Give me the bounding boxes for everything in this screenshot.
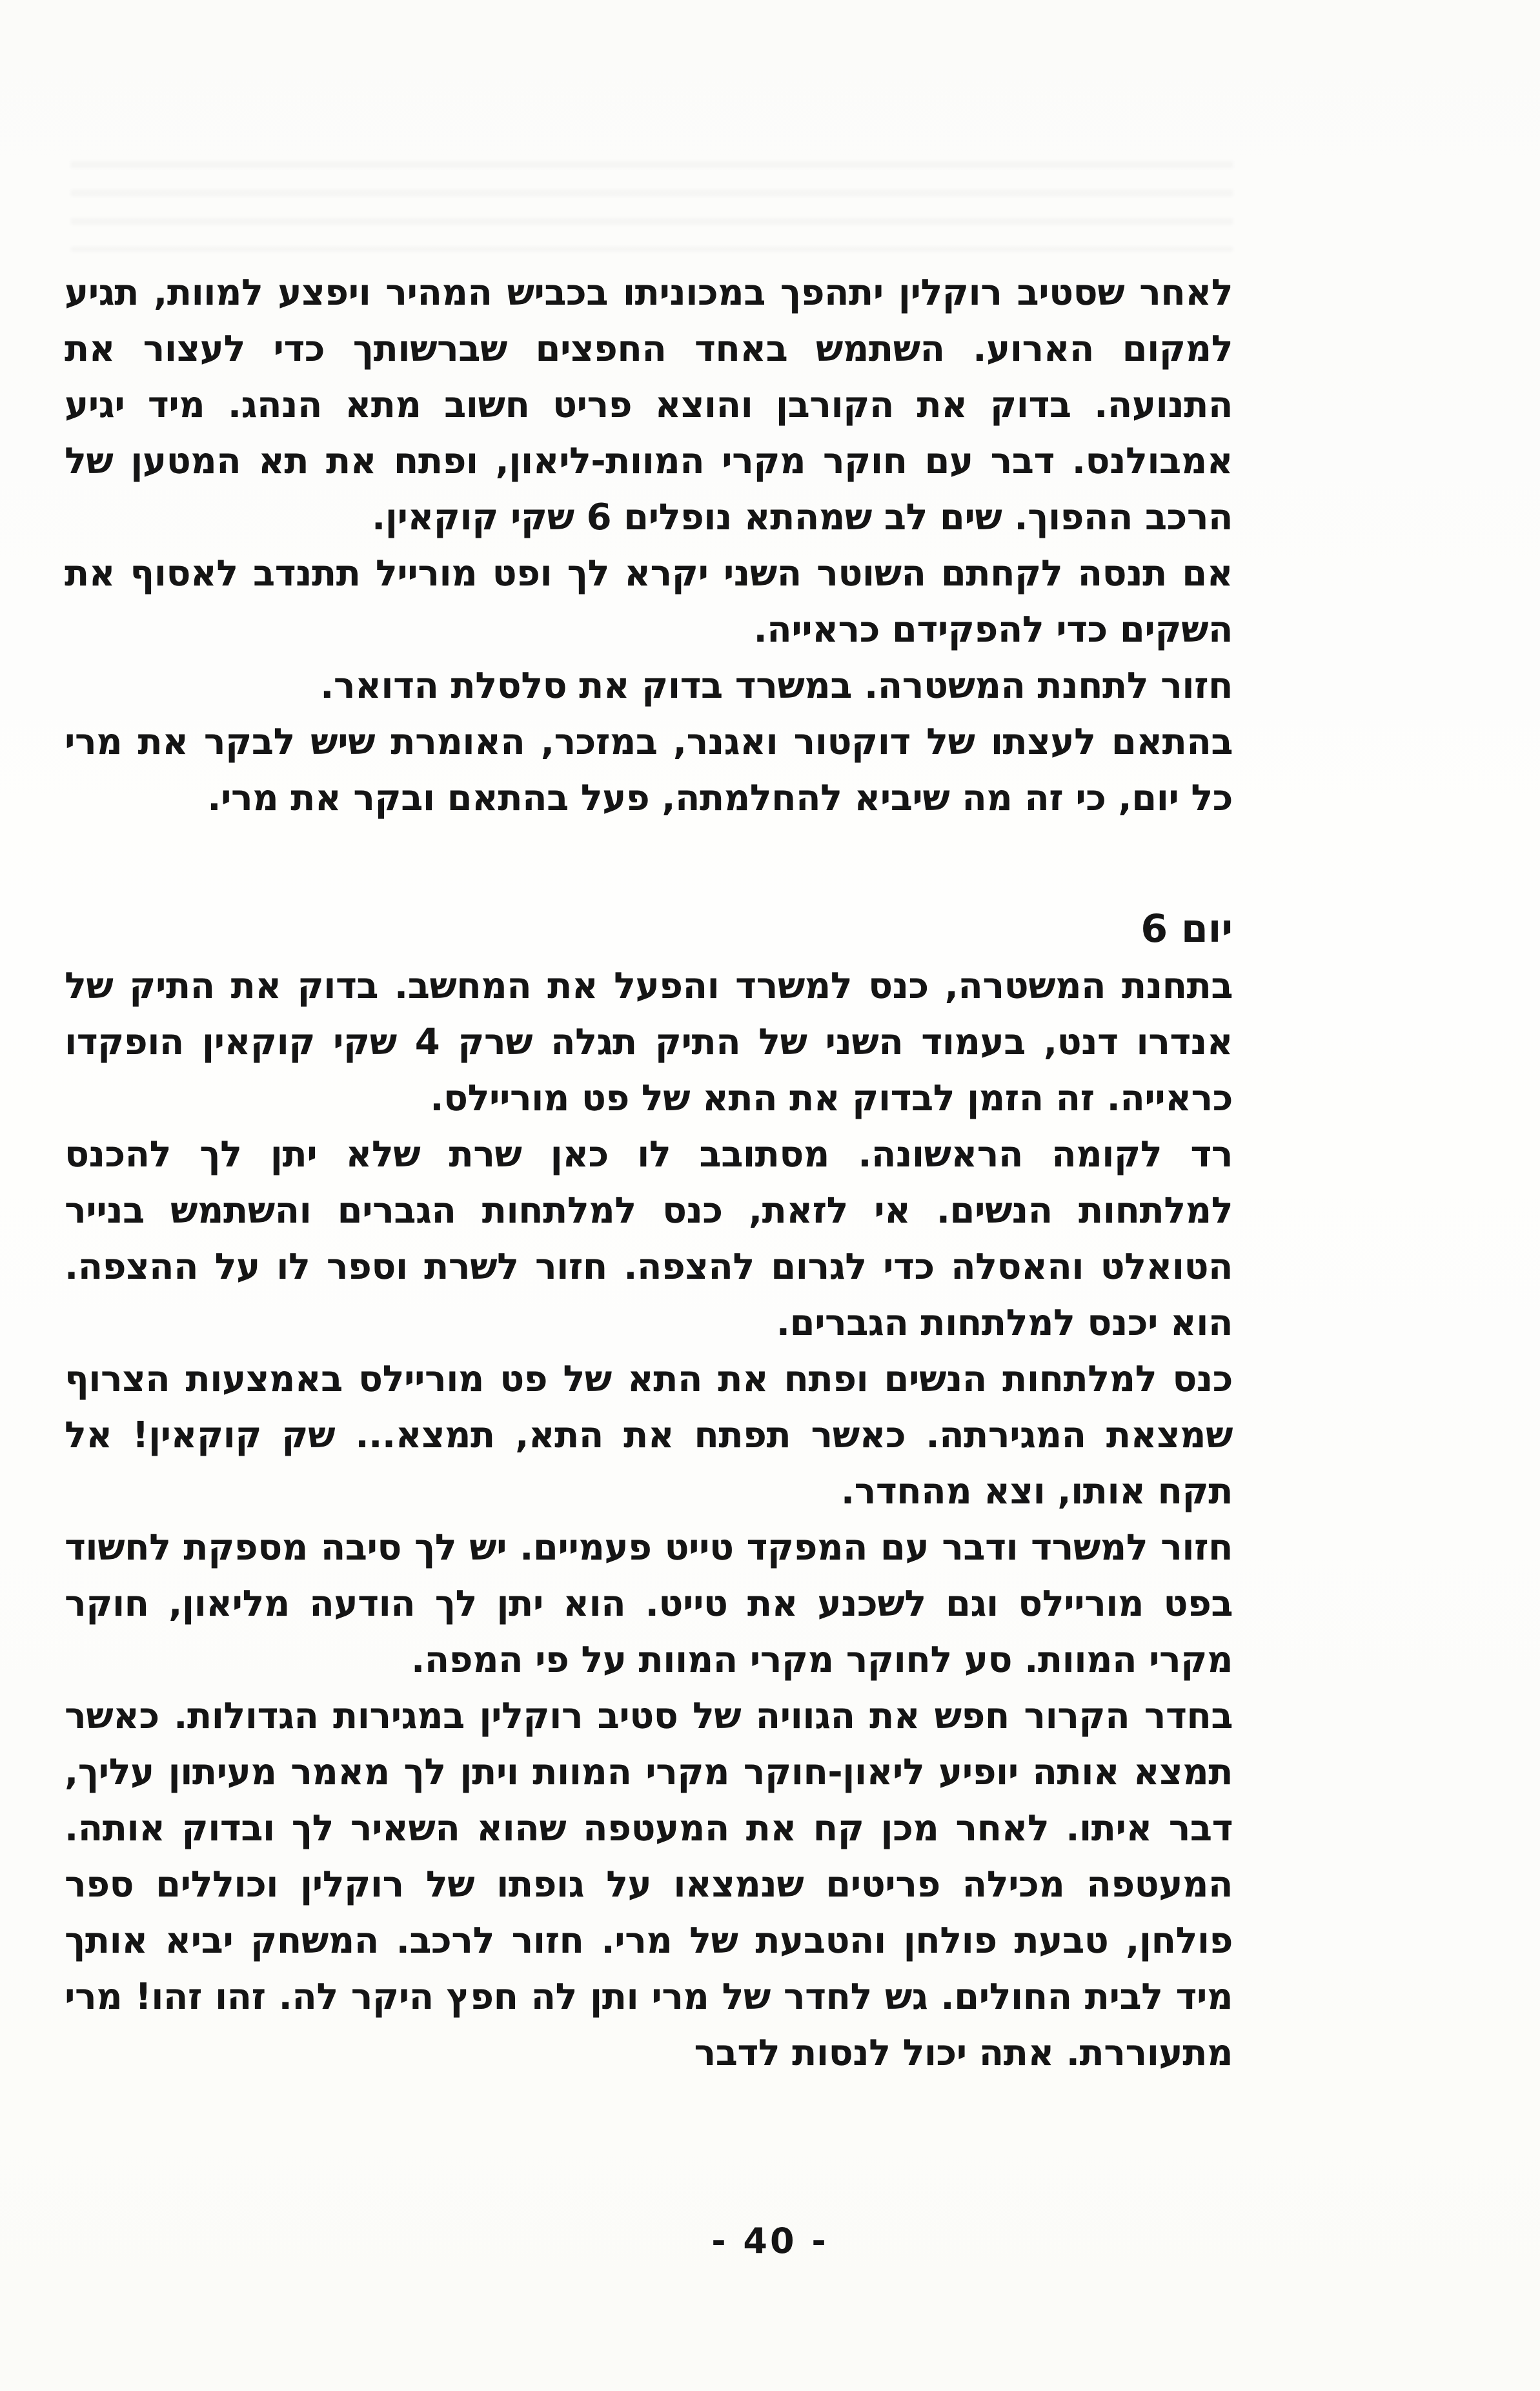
text-block-top xyxy=(65,265,1233,826)
paragraph: בתחנת המשטרה, כנס למשרד והפעל את המחשב. בדוק את התיק של אנדרו דנט, בעמוד השני של התיק תגלה שרק 4 שקי קוקאין הופקדו כראייה. זה הזמן לבדוק את התא של פט מוריילס. xyxy=(65,965,1233,1119)
paragraph: אם תנסה לקחתם השוטר השני יקרא לך ופט מורייל תתנדב לאסוף את השקים כדי להפקידם כראייה. xyxy=(65,553,1233,651)
page-number: - 40 - xyxy=(711,2221,829,2261)
paragraph: חזור לתחנת המשטרה. במשרד בדוק את סלסלת הדואר. xyxy=(320,665,1233,707)
paragraph: בחדר הקרור חפש את הגוויה של סטיב רוקלין במגירות הגדולות. כאשר תמצא אותה יופיע ליאון-חוקר מקרי המוות ויתן לך מאמר מעיתון עליך, דבר איתו. לאחר מכן קח את המעטפה שהוא השאיר לך ובדוק אותה. המעטפה מכילה פריטים שנמצאו על גופתו של רוקלין וכוללים ספר פולחן, טבעת פולחן והטבעת של מרי. חזור לרכב. המשחק יביא אותך מיד לבית החולים. גש לחדר של מרי ותן לה חפץ היקר לה. זהו זהו! מרי מתעוררת. אתה יכול לנסות לדבר xyxy=(65,1695,1233,2074)
paragraph: כנס למלתחות הנשים ופתח את התא של פט מוריילס באמצעות הצרוף שמצאת המגירתה. כאשר תפתח את התא, תמצא... שק קוקאין! אל תקח אותו, וצא מהחדר. xyxy=(65,1358,1233,1512)
section-heading: יום 6 xyxy=(1140,906,1233,951)
paragraph: בהתאם לעצתו של דוקטור ואגנר, במזכר, האומרת שיש לבקר את מרי כל יום, כי זה מה שיביא להחלמתה, פעל בהתאם ובקר את מרי. xyxy=(65,721,1233,819)
paragraph: רד לקומה הראשונה. מסתובב לו כאן שרת שלא יתן לך להכנס למלתחות הנשים. אי לזאת, כנס למלתחות הגברים והשתמש בנייר הטואלט והאסלה כדי לגרום להצפה. חזור לשרת וספר לו על ההצפה. הוא יכנס למלתחות הגברים. xyxy=(65,1134,1233,1344)
text-block-bottom xyxy=(65,958,1233,2081)
paragraph: חזור למשרד ודבר עם המפקד טייט פעמיים. יש לך סיבה מספקת לחשוד בפט מוריילס וגם לשכנע את טייט. הוא יתן לך הודעה מליאון, חוקר מקרי המוות. סע לחוקר מקרי המוות על פי המפה. xyxy=(65,1527,1233,1681)
show-through-text xyxy=(71,161,1233,252)
paragraph: לאחר שסטיב רוקלין יתהפך במכוניתו בכביש המהיר ויפצע למוות, תגיע למקום הארוע. השתמש באחד החפצים שברשותך כדי לעצור את התנועה. בדוק את הקורבן והוצא פריט חשוב מתא הנהג. מיד יגיע אמבולנס. דבר עם חוקר מקרי המוות-ליאון, ופתח את תא המטען של הרכב ההפוך. שים לב שמהתא נופלים 6 שקי קוקאין. xyxy=(65,272,1233,538)
